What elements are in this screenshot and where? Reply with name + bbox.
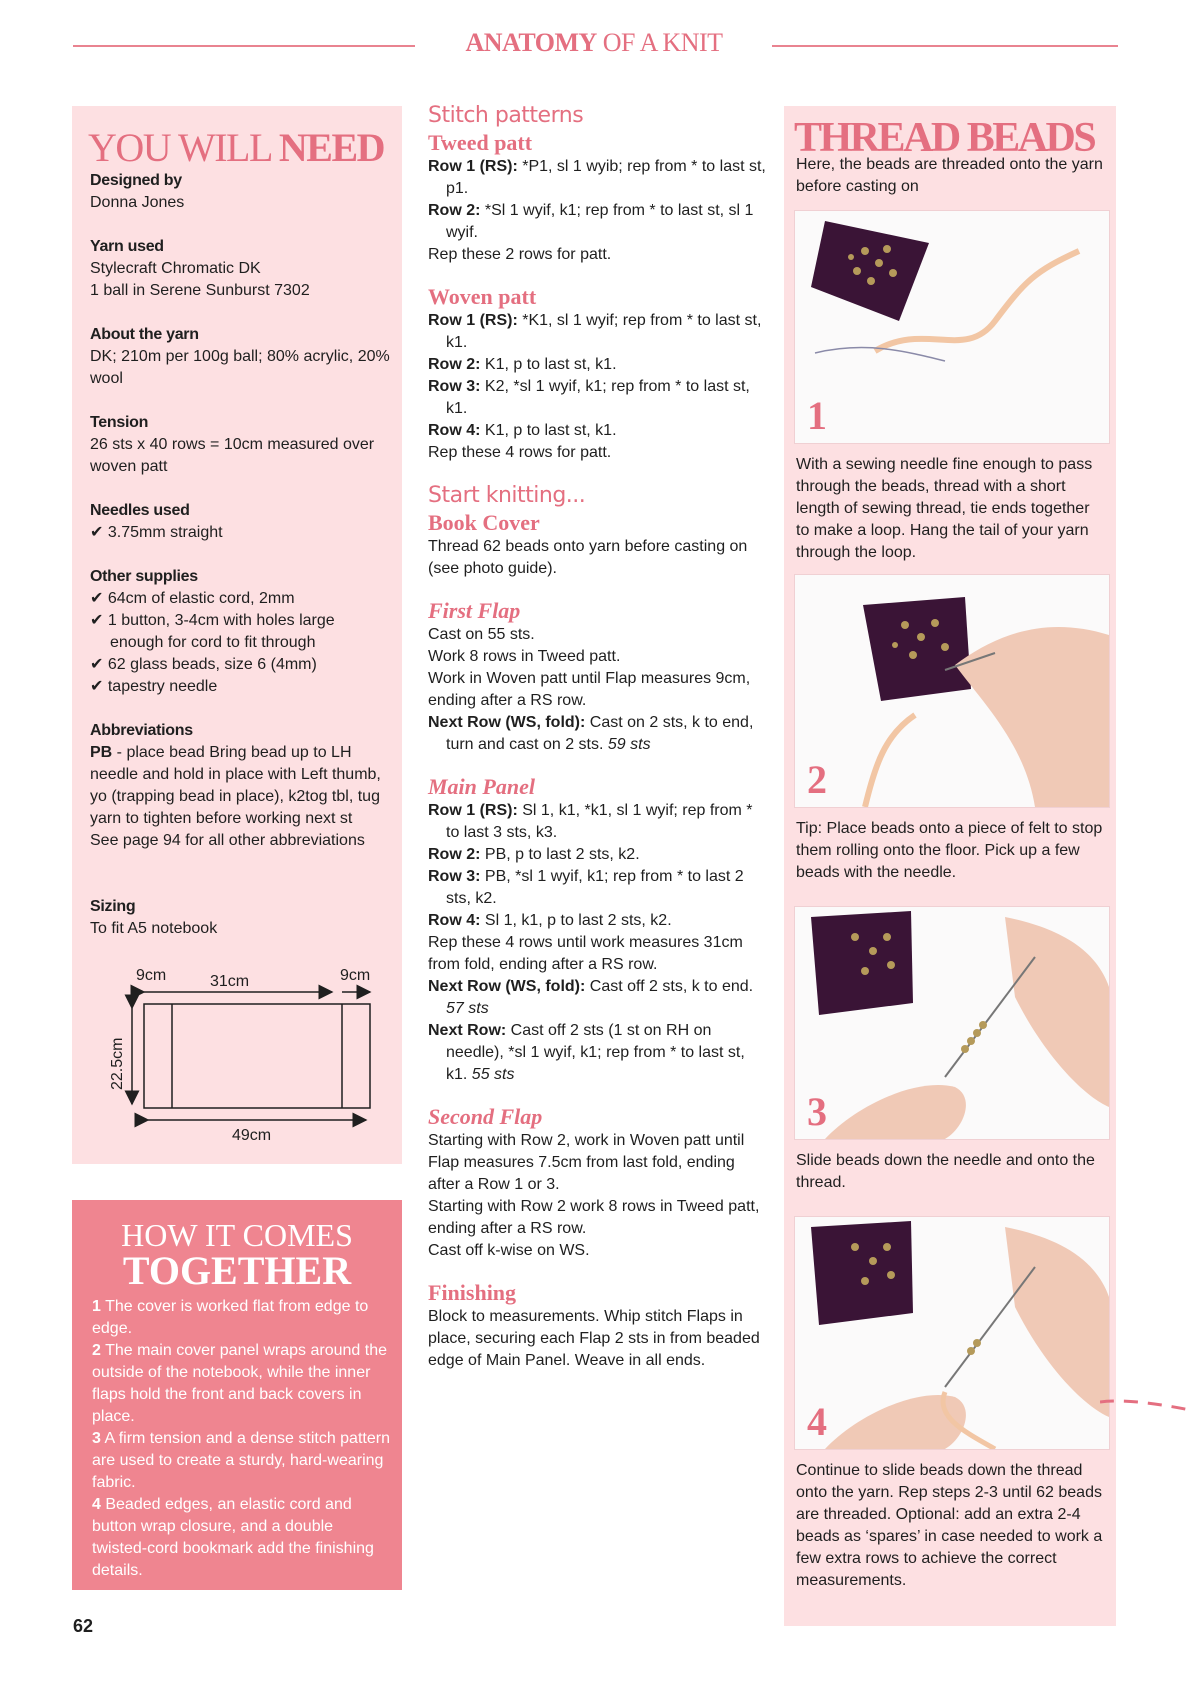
woven-row-2 <box>428 354 768 376</box>
tension-section <box>90 412 390 478</box>
row-text: Cast off 2 sts, k to end. <box>585 978 754 995</box>
abbreviations-section <box>90 720 390 852</box>
row-text: Sl 1, k1, p to last 2 sts, k2. <box>480 912 672 929</box>
main-repeat: Rep these 4 rows until work measures 31cm from fold, ending after a RS row. <box>428 934 743 973</box>
pattern-column <box>428 102 768 1372</box>
supply-item: ✔ tapestry needle <box>90 678 218 695</box>
row-text: PB, p to last 2 sts, k2. <box>480 846 640 863</box>
row-text: *K1, sl 1 wyif; rep from * to last st, k1. <box>446 312 762 351</box>
stitch-count: 57 sts <box>446 1000 489 1017</box>
tension-value: 26 sts x 40 rows = 10cm measured over woven patt <box>90 436 375 475</box>
item-number: 1 <box>92 1298 101 1315</box>
finishing-heading: Finishing <box>428 1280 517 1305</box>
row-label: Row 1 (RS): <box>428 312 518 329</box>
step-4-illustration <box>795 1217 1109 1449</box>
first-flap-line: Work 8 rows in Tweed patt. <box>428 648 621 665</box>
step-3-photo <box>794 906 1110 1140</box>
yarn-heading: Yarn used <box>90 238 164 255</box>
you-will-need-title <box>88 124 384 171</box>
step-4-photo <box>794 1216 1110 1450</box>
row-label: Row 4: <box>428 912 481 929</box>
page-number: 62 <box>73 1616 94 1636</box>
thread-beads-title: THREAD BEADS <box>794 115 1095 161</box>
item-number: 3 <box>92 1430 101 1447</box>
needles-value: ✔ 3.75mm straight <box>90 524 223 541</box>
dim-height-label: 22.5cm <box>109 1037 126 1090</box>
together-title-1: HOW IT COMES <box>121 1217 353 1253</box>
supplies-section <box>90 566 390 698</box>
page-header <box>414 28 774 58</box>
row-label: Row 3: <box>428 378 481 395</box>
row-label: Row 2: <box>428 356 481 373</box>
row-text: Cast off 2 sts (1 st on RH on needle), *sl 1 wyif, k1; rep from * to last st, k1. <box>446 1022 745 1083</box>
designed-value: Donna Jones <box>90 194 185 211</box>
header-title-bold: ANATOMY <box>465 28 597 57</box>
tweed-repeat: Rep these 2 rows for patt. <box>428 246 612 263</box>
together-item <box>92 1340 392 1428</box>
item-text: The cover is worked flat from edge to edge. <box>92 1298 369 1337</box>
row-label: Next Row (WS, fold): <box>428 978 586 995</box>
together-item <box>92 1428 392 1494</box>
woven-heading: Woven patt <box>428 284 537 309</box>
main-row-2 <box>428 844 768 866</box>
row-text: PB, *sl 1 wyif, k1; rep from * to last 2 sts, k2. <box>446 868 744 907</box>
row-text: Sl 1, k1, *k1, sl 1 wyif; rep from * to last 3 sts, k3. <box>446 802 753 841</box>
main-row-4 <box>428 910 768 932</box>
finishing-text: Block to measurements. Whip stitch Flaps in place, securing each Flap 2 sts in from beaded edge of Main Panel. Weave in all ends. <box>428 1308 760 1369</box>
step-2-illustration <box>795 575 1109 807</box>
designed-heading: Designed by <box>90 172 182 189</box>
step-1-text: With a sewing needle fine enough to pass through the beads, thread with a short length of sewing thread, tie ends together to make a loop. Hang the tail of your yarn through the loop. <box>796 456 1093 561</box>
size-diagram <box>102 954 392 1154</box>
tension-heading: Tension <box>90 414 149 431</box>
step-3-number: 3 <box>807 1089 827 1134</box>
needles-heading: Needles used <box>90 502 190 519</box>
woven-repeat: Rep these 4 rows for patt. <box>428 444 612 461</box>
how-it-comes-together-panel <box>72 1200 402 1590</box>
second-flap-heading: Second Flap <box>428 1104 543 1129</box>
main-next-row-1 <box>428 976 768 1020</box>
together-list <box>92 1296 392 1582</box>
step-3-text: Slide beads down the needle and onto the thread. <box>796 1152 1095 1191</box>
stitch-patterns-heading: Stitch patterns <box>428 103 584 128</box>
dim-mid-label: 31cm <box>210 973 250 990</box>
item-text: Beaded edges, an elastic cord and button wrap closure, and a double twisted-cord bookmark add the finishing details. <box>92 1496 374 1579</box>
woven-row-4 <box>428 420 768 442</box>
main-next-row-2 <box>428 1020 768 1086</box>
abbr-pb-text: - place bead Bring bead up to LH needle and hold in place with Left thumb, yo (trapping bead in place), k2tog tbl, tug yarn to tighten before working next st <box>90 744 381 827</box>
abbr-see-page: See page 94 for all other abbreviations <box>90 832 365 849</box>
you-will-need-panel <box>72 106 402 1164</box>
notebook-outline <box>144 1004 370 1108</box>
thread-beads-intro: Here, the beads are threaded onto the yarn before casting on <box>796 156 1103 195</box>
dashed-thread-decoration <box>1100 1396 1190 1416</box>
second-flap-line: Starting with Row 2, work in Woven patt until Flap measures 7.5cm from last fold, ending after a Row 1 or 3. <box>428 1132 745 1193</box>
step-3-illustration <box>795 907 1109 1139</box>
row-text: K1, p to last st, k1. <box>480 422 617 439</box>
first-flap-line: Cast on 55 sts. <box>428 626 535 643</box>
together-item <box>92 1494 392 1582</box>
dim-total-label: 49cm <box>232 1127 272 1144</box>
first-flap-heading: First Flap <box>428 598 521 623</box>
row-text: K2, *sl 1 wyif, k1; rep from * to last st, k1. <box>446 378 750 417</box>
about-yarn-heading: About the yarn <box>90 326 199 343</box>
needles-section <box>90 500 390 544</box>
supply-item: ✔ 62 glass beads, size 6 (4mm) <box>90 656 317 673</box>
step-1-photo <box>794 210 1110 444</box>
abbreviations-heading: Abbreviations <box>90 722 193 739</box>
supply-item: ✔ 1 button, 3-4cm with holes large enough for cord to fit through <box>90 612 335 651</box>
step-2-text: Tip: Place beads onto a piece of felt to stop them rolling onto the floor. Pick up a few beads with the needle. <box>796 820 1103 881</box>
about-yarn-section <box>90 324 390 390</box>
abbr-pb-term: PB <box>90 744 113 761</box>
row-label: Row 2: <box>428 846 481 863</box>
tweed-row-2 <box>428 200 768 244</box>
step-1-illustration <box>795 211 1109 443</box>
main-row-3 <box>428 866 768 910</box>
supplies-heading: Other supplies <box>90 568 198 585</box>
sizing-value: To fit A5 notebook <box>90 920 218 937</box>
item-text: The main cover panel wraps around the outside of the notebook, while the inner flaps hold the front and back covers in place. <box>92 1342 387 1425</box>
row-text: K1, p to last st, k1. <box>480 356 617 373</box>
first-flap-next-row <box>428 712 768 756</box>
item-text: A firm tension and a dense stitch pattern are used to create a sturdy, hard-wearing fabric. <box>92 1430 390 1491</box>
step-4-text: Continue to slide beads down the thread onto the yarn. Rep steps 2-3 until 62 beads are threaded. Optional: add an extra 2-4 beads as ‘spares’ in case needed to work a few extra rows to achieve the correct measurements. <box>796 1462 1103 1589</box>
step-1-number: 1 <box>807 393 827 438</box>
abbreviation-pb <box>90 742 390 830</box>
step-2-number: 2 <box>807 757 827 802</box>
step-4-number: 4 <box>807 1399 827 1444</box>
supply-item: ✔ 64cm of elastic cord, 2mm <box>90 590 295 607</box>
yarn-section <box>90 236 390 302</box>
item-number: 4 <box>92 1496 101 1513</box>
row-label: Row 2: <box>428 202 481 219</box>
item-number: 2 <box>92 1342 101 1359</box>
yarn-value-2: 1 ball in Serene Sunburst 7302 <box>90 282 310 299</box>
row-label: Row 3: <box>428 868 481 885</box>
designed-section <box>90 170 390 214</box>
step-2-photo <box>794 574 1110 808</box>
woven-row-1 <box>428 310 768 354</box>
book-cover-heading: Book Cover <box>428 510 540 535</box>
header-rule-left <box>73 45 415 47</box>
dim-right-label: 9cm <box>340 967 371 984</box>
woven-row-3 <box>428 376 768 420</box>
book-cover-text: Thread 62 beads onto yarn before casting on (see photo guide). <box>428 538 748 577</box>
tweed-row-1 <box>428 156 768 200</box>
row-label: Next Row: <box>428 1022 507 1039</box>
header-rule-right <box>772 45 1118 47</box>
row-label: Row 1 (RS): <box>428 158 518 175</box>
first-flap-line: Work in Woven patt until Flap measures 9cm, ending after a RS row. <box>428 670 751 709</box>
row-text: *Sl 1 wyif, k1; rep from * to last st, sl 1 wyif. <box>446 202 754 241</box>
yarn-value-1: Stylecraft Chromatic DK <box>90 260 261 277</box>
row-label: Row 4: <box>428 422 481 439</box>
main-panel-heading: Main Panel <box>428 774 535 799</box>
tweed-heading: Tweed patt <box>428 130 533 155</box>
row-label: Next Row (WS, fold): <box>428 714 586 731</box>
second-flap-line: Starting with Row 2 work 8 rows in Tweed patt, ending after a RS row. <box>428 1198 760 1237</box>
together-item <box>92 1296 392 1340</box>
sizing-section <box>90 896 390 940</box>
row-text: Cast on 2 sts, k to end, turn and cast on 2 sts. <box>446 714 754 753</box>
about-yarn-value: DK; 210m per 100g ball; 80% acrylic, 20% wool <box>90 348 390 387</box>
together-title-2: TOGETHER <box>122 1248 352 1293</box>
row-label: Row 1 (RS): <box>428 802 518 819</box>
second-flap-line: Cast off k-wise on WS. <box>428 1242 590 1259</box>
row-text: *P1, sl 1 wyib; rep from * to last st, p1. <box>446 158 766 197</box>
sizing-heading: Sizing <box>90 898 136 915</box>
main-row-1 <box>428 800 768 844</box>
dim-left-label: 9cm <box>136 967 167 984</box>
title-bold: NEED <box>278 125 385 170</box>
stitch-count: 59 sts <box>607 736 651 753</box>
start-knitting-heading: Start knitting... <box>428 483 586 508</box>
stitch-count: 55 sts <box>471 1066 515 1083</box>
thread-beads-panel <box>784 106 1116 1626</box>
title-light: YOU WILL <box>88 125 279 170</box>
header-title-rest: OF A KNIT <box>596 28 723 57</box>
